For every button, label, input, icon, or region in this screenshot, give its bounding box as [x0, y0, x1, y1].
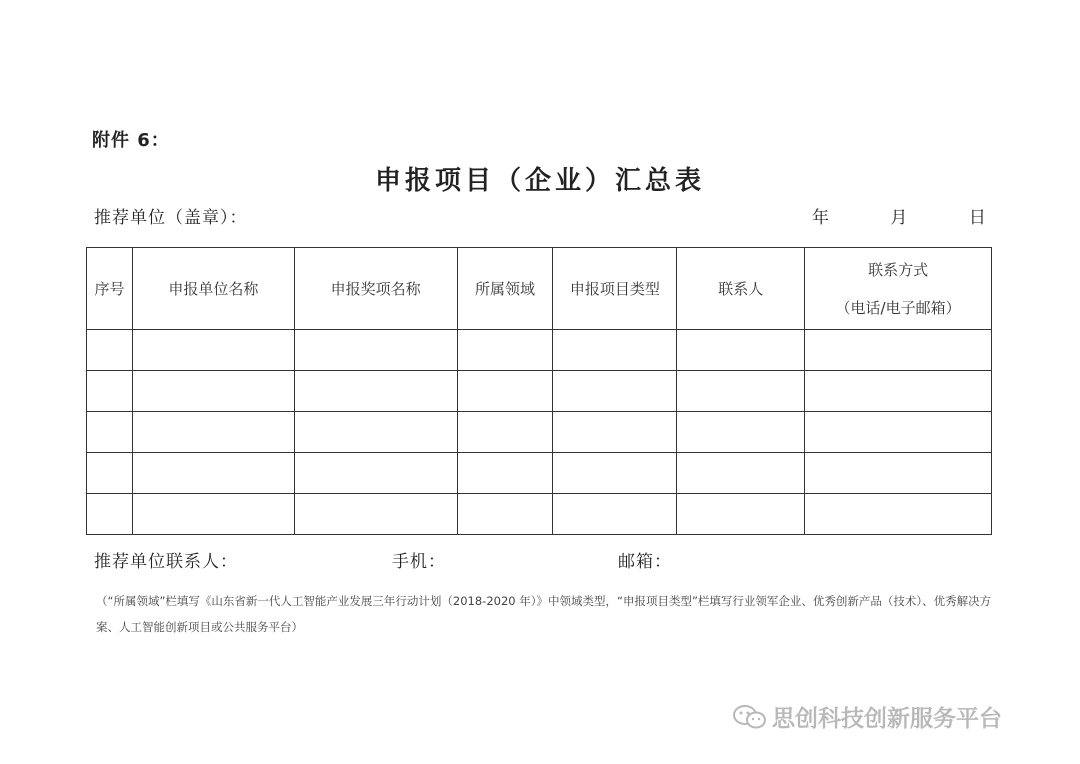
- table-cell[interactable]: [132, 494, 294, 535]
- date-day: 日: [968, 208, 986, 228]
- table-cell[interactable]: [457, 453, 553, 494]
- table-cell[interactable]: [294, 371, 457, 412]
- date-fields: [812, 203, 1014, 228]
- contact-method-sub-label: （电话/电子邮箱）: [835, 298, 961, 317]
- col-header-project-type: 申报项目类型: [553, 248, 677, 330]
- date-year: 年: [812, 208, 829, 228]
- table-cell[interactable]: [294, 330, 457, 371]
- table-cell[interactable]: [553, 330, 677, 371]
- table-cell[interactable]: [87, 453, 133, 494]
- table-row: [87, 494, 992, 535]
- col-header-contact-person: 联系人: [677, 248, 805, 330]
- table-cell[interactable]: [553, 453, 677, 494]
- col-header-unit-name: 申报单位名称: [132, 248, 294, 330]
- col-header-index: 序号: [87, 248, 133, 330]
- table-cell[interactable]: [294, 453, 457, 494]
- table-row: [87, 412, 992, 453]
- table-cell[interactable]: [294, 494, 457, 535]
- table-cell[interactable]: [805, 494, 992, 535]
- table-cell[interactable]: [87, 412, 133, 453]
- table-cell[interactable]: [87, 330, 133, 371]
- table-row: [87, 453, 992, 494]
- table-cell[interactable]: [805, 371, 992, 412]
- table-cell[interactable]: [87, 371, 133, 412]
- table-cell[interactable]: [87, 494, 133, 535]
- table-cell[interactable]: [457, 330, 553, 371]
- recommending-unit-label: 推荐单位（盖章）：: [94, 208, 248, 228]
- summary-table: [86, 247, 992, 535]
- table-cell[interactable]: [457, 494, 553, 535]
- table-cell[interactable]: [132, 330, 294, 371]
- col-header-contact-method: [805, 248, 992, 330]
- table-cell[interactable]: [132, 412, 294, 453]
- contact-person-label: 推荐单位联系人：: [94, 552, 238, 572]
- col-header-award-name: 申报奖项名称: [294, 248, 457, 330]
- watermark: [732, 700, 1002, 733]
- table-row: [87, 330, 992, 371]
- table-cell[interactable]: [132, 371, 294, 412]
- wechat-icon: [732, 703, 768, 731]
- table-cell[interactable]: [457, 412, 553, 453]
- table-cell[interactable]: [457, 371, 553, 412]
- mobile-label: 手机：: [392, 552, 446, 572]
- footer-contact-line: [94, 547, 994, 571]
- table-cell[interactable]: [677, 412, 805, 453]
- table-header-row: [87, 248, 992, 330]
- table-cell[interactable]: [805, 453, 992, 494]
- table-cell[interactable]: [553, 412, 677, 453]
- table-cell[interactable]: [677, 371, 805, 412]
- filling-note: （“所属领域”栏填写《山东省新一代人工智能产业发展三年行动计划（2018-2020 年）》中领域类型，“申报项目类型”栏填写行业领军企业、优秀创新产品（技术）、优秀解决方案、人工智能创新项目或公共服务平台）: [96, 594, 992, 634]
- page-title: 申报项目（企业）汇总表: [374, 166, 705, 196]
- date-month: 月: [890, 208, 908, 228]
- email-label: 邮箱：: [618, 552, 672, 572]
- table-cell[interactable]: [677, 494, 805, 535]
- table-cell[interactable]: [294, 412, 457, 453]
- table-cell[interactable]: [553, 494, 677, 535]
- table-cell[interactable]: [132, 453, 294, 494]
- table-cell[interactable]: [677, 453, 805, 494]
- attachment-label: 附件 6：: [92, 130, 170, 151]
- table-cell[interactable]: [677, 330, 805, 371]
- col-header-domain: 所属领域: [457, 248, 553, 330]
- table-cell[interactable]: [553, 371, 677, 412]
- table-row: [87, 371, 992, 412]
- table-cell[interactable]: [805, 412, 992, 453]
- table-cell[interactable]: [805, 330, 992, 371]
- contact-method-label: 联系方式: [868, 260, 929, 279]
- watermark-text: 思创科技创新服务平台: [772, 706, 1002, 732]
